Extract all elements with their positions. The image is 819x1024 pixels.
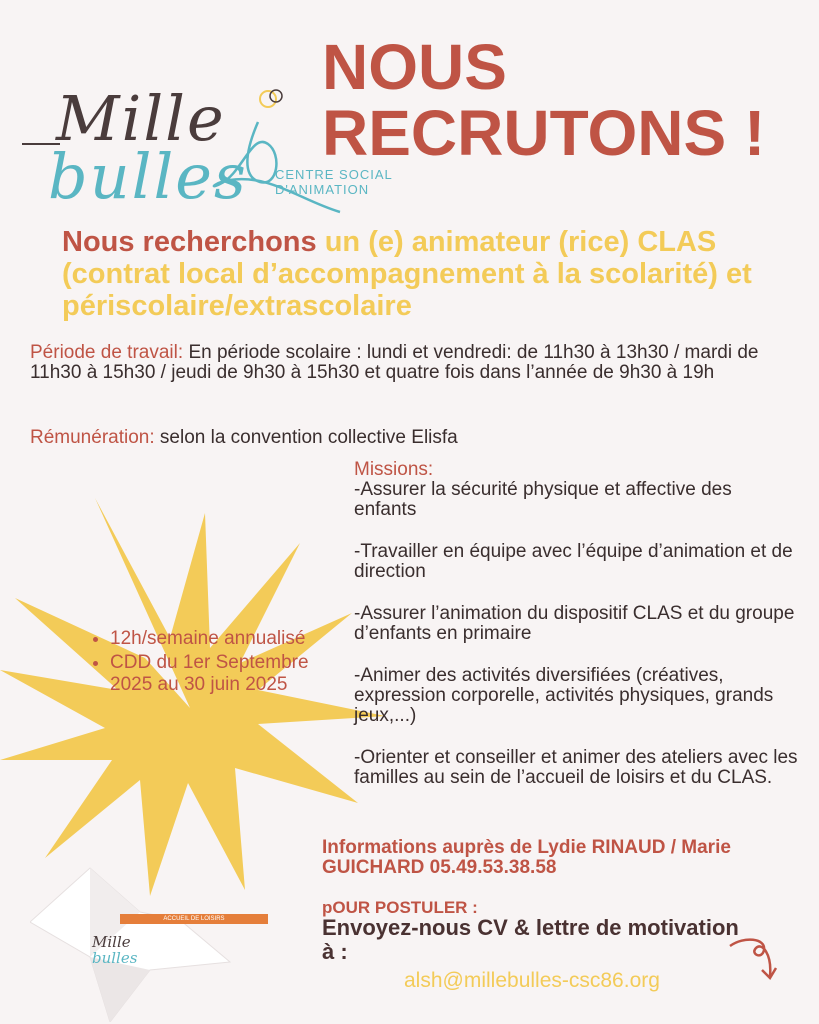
headline-line-1: NOUS bbox=[322, 31, 507, 103]
sun-item-hours: • 12h/semaine annualisé bbox=[110, 628, 328, 650]
headline-line-2: RECRUTONS ! bbox=[322, 97, 766, 169]
mission-item: -Travailler en équipe avec l’équipe d’animation et de direction bbox=[354, 541, 793, 582]
remuneration-text: selon la convention collective Elisfa bbox=[159, 427, 458, 448]
mission-item: -Animer des activités diversifiées (créatives, expression corporelle, activités physiques, grands jeux,...) bbox=[354, 665, 774, 726]
mission-item: -Assurer l’animation du dispositif CLAS et du groupe d’enfants en primaire bbox=[354, 603, 795, 644]
periode-label: Période de travail: bbox=[30, 342, 184, 363]
logo-bulles: bulles bbox=[48, 140, 248, 213]
flyer-tag: ACCUEIL DE LOISIRS bbox=[120, 914, 268, 924]
periode-text: En période scolaire : lundi et vendredi: de 11h30 à 13h30 / mardi de 11h30 à 15h30 / jeudi de 9h30 à 15h30 et quatre fois dans l’année de 9h30 à 19h bbox=[30, 342, 759, 383]
intro-position: un (e) animateur (rice) CLAS (contrat local d’accompagnement à la scolarité) et périscolaire/extrascolaire bbox=[62, 226, 752, 322]
missions-section bbox=[354, 460, 799, 810]
mission-item: -Orienter et conseiller et animer des ateliers avec les familles au sein de l’accueil de loisirs et du CLAS. bbox=[354, 747, 798, 788]
flyer-logo: Mille bulles bbox=[92, 933, 138, 967]
intro-text bbox=[62, 226, 802, 322]
intro-lead: Nous recherchons bbox=[62, 226, 317, 258]
flyer-thumbnail bbox=[30, 862, 240, 1022]
logo-mille: Mille bbox=[56, 82, 226, 155]
logo-subtitle: CENTRE SOCIAL D'ANIMATION bbox=[275, 167, 393, 197]
sun-info bbox=[88, 628, 328, 698]
curved-arrow-icon bbox=[726, 936, 786, 988]
apply-email-link[interactable]: alsh@millebulles-csc86.org bbox=[404, 969, 660, 992]
remuneration-label: Rémunération: bbox=[30, 427, 155, 448]
remuneration-section bbox=[30, 428, 800, 448]
apply-label: pOUR POSTULER : bbox=[322, 898, 478, 917]
periode-section bbox=[30, 343, 800, 383]
apply-text: Envoyez-nous CV & lettre de motivation à : bbox=[322, 915, 739, 964]
contact-info: Informations auprès de Lydie RINAUD / Marie GUICHARD 05.49.53.38.58 bbox=[322, 837, 731, 878]
mission-item: -Assurer la sécurité physique et affective des enfants bbox=[354, 479, 732, 520]
headline bbox=[322, 31, 766, 169]
missions-title: Missions: bbox=[354, 459, 434, 480]
sun-item-contract: • CDD du 1er Septembre 2025 au 30 juin 2025 bbox=[110, 652, 328, 696]
